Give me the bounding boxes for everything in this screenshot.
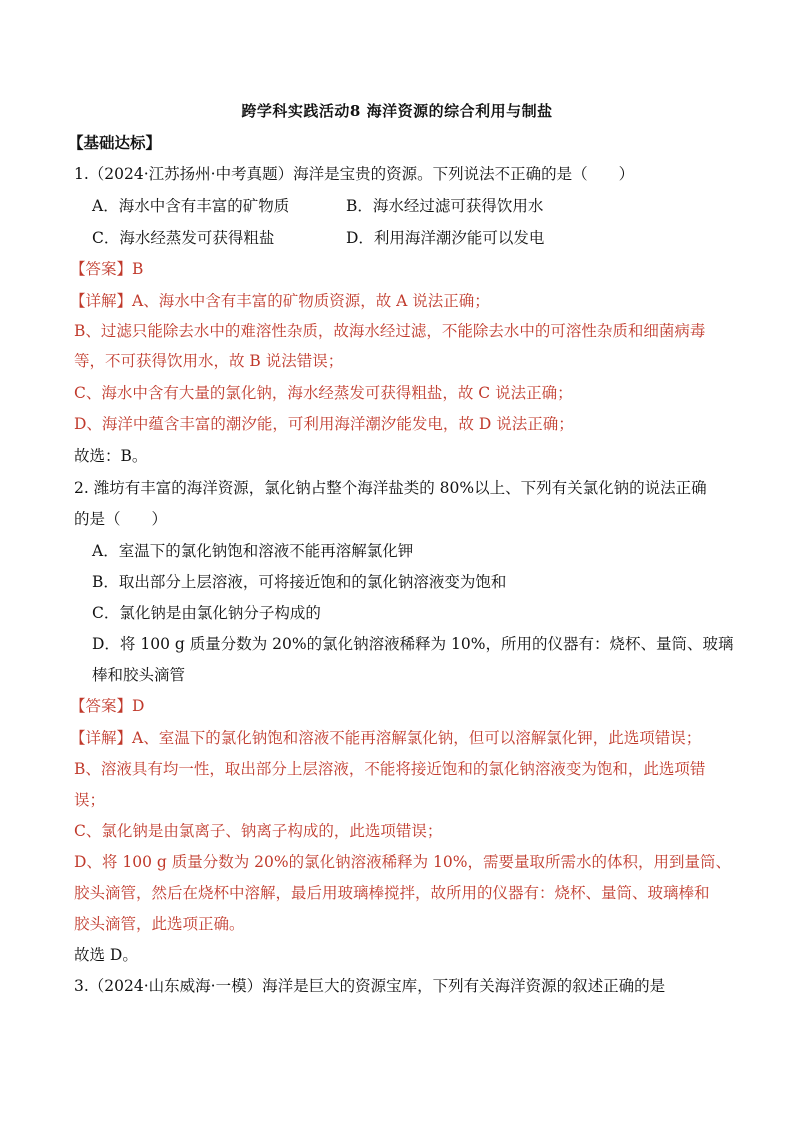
question-2-detail-line: 胶头滴管，此选项正确。	[74, 915, 245, 933]
detail-text: A、海水中含有丰富的矿物质资源，故 A 说法正确；	[132, 292, 490, 310]
detail-label: 【详解】	[70, 729, 133, 747]
question-2-detail-line	[70, 727, 730, 749]
question-2-stem-cont: 的是（ ）	[74, 510, 168, 528]
question-2-detail-line: B、溶液具有均一性，取出部分上层溶液，不能将接近饱和的氯化钠溶液变为饱和，此选项错	[74, 760, 706, 778]
detail-label: 【详解】	[70, 292, 133, 310]
question-2-detail-line: D、将 100 g 质量分数为 20%的氯化钠溶液稀释为 10%，需要量取所需水的体积，用到量筒、	[74, 853, 731, 871]
question-2-stem: 2. 潍坊有丰富的海洋资源，氯化钠占整个海洋盐类的 80%以上、下列有关氯化钠的说法正确	[74, 479, 707, 497]
question-2-conclusion: 故选 D。	[74, 946, 138, 964]
question-1-detail-line: D、海洋中蕴含丰富的潮汐能，可利用海洋潮汐能发电，故 D 说法正确；	[74, 415, 574, 433]
question-3-stem: 3.（2024·山东威海·一模）海洋是巨大的资源宝库，下列有关海洋资源的叙述正确的是	[74, 977, 666, 995]
question-1-detail-line: B、过滤只能除去水中的难溶性杂质，故海水经过滤，不能除去水中的可溶性杂质和细菌病毒	[74, 322, 706, 340]
question-1-answer	[70, 258, 730, 280]
question-1-option-b: B．海水经过滤可获得饮用水	[346, 197, 544, 215]
question-2-answer	[70, 695, 730, 717]
question-2-option-c: C．氯化钠是由氯化钠分子构成的	[92, 604, 321, 622]
question-1-conclusion: 故选：B。	[74, 447, 148, 465]
question-2-option-a: A．室温下的氯化钠饱和溶液不能再溶解氯化钾	[92, 542, 414, 560]
question-2-detail-line: 胶头滴管，然后在烧杯中溶解，最后用玻璃棒搅拌，故所用的仪器有：烧杯、量筒、玻璃棒和	[74, 884, 710, 902]
section-heading: 【基础达标】	[68, 133, 162, 152]
question-1-option-a: A．海水中含有丰富的矿物质	[92, 197, 290, 215]
question-2-detail-line: 误；	[74, 791, 106, 809]
answer-label: 【答案】	[70, 260, 133, 278]
question-2-detail-line: C、氯化钠是由氯离子、钠离子构成的，此选项错误；	[74, 822, 443, 840]
question-1-stem: 1.（2024·江苏扬州·中考真题）海洋是宝贵的资源。下列说法不正确的是（ ）	[74, 165, 635, 183]
question-2-option-d: D．将 100 g 质量分数为 20%的氯化钠溶液稀释为 10%，所用的仪器有：烧杯、量筒、玻璃	[92, 635, 734, 653]
question-2-option-d-cont: 棒和胶头滴管	[92, 666, 186, 684]
answer-value: D	[132, 697, 145, 715]
page-title: 跨学科实践活动8 海洋资源的综合利用与制盐	[241, 102, 553, 120]
answer-value: B	[132, 260, 144, 278]
answer-label: 【答案】	[70, 697, 133, 715]
question-1-option-c: C．海水经蒸发可获得粗盐	[92, 229, 275, 247]
question-1-detail-line: C、海水中含有大量的氯化钠，海水经蒸发可获得粗盐，故 C 说法正确；	[74, 384, 573, 402]
question-2-option-b: B．取出部分上层溶液，可将接近饱和的氯化钠溶液变为饱和	[92, 573, 507, 591]
question-1-option-d: D．利用海洋潮汐能可以发电	[346, 229, 545, 247]
question-1-detail-line	[70, 290, 730, 312]
question-1-detail-line: 等，不可获得饮用水，故 B 说法错误；	[74, 352, 344, 370]
detail-text: A、室温下的氯化钠饱和溶液不能再溶解氯化钠，但可以溶解氯化钾，此选项错误；	[132, 729, 702, 747]
